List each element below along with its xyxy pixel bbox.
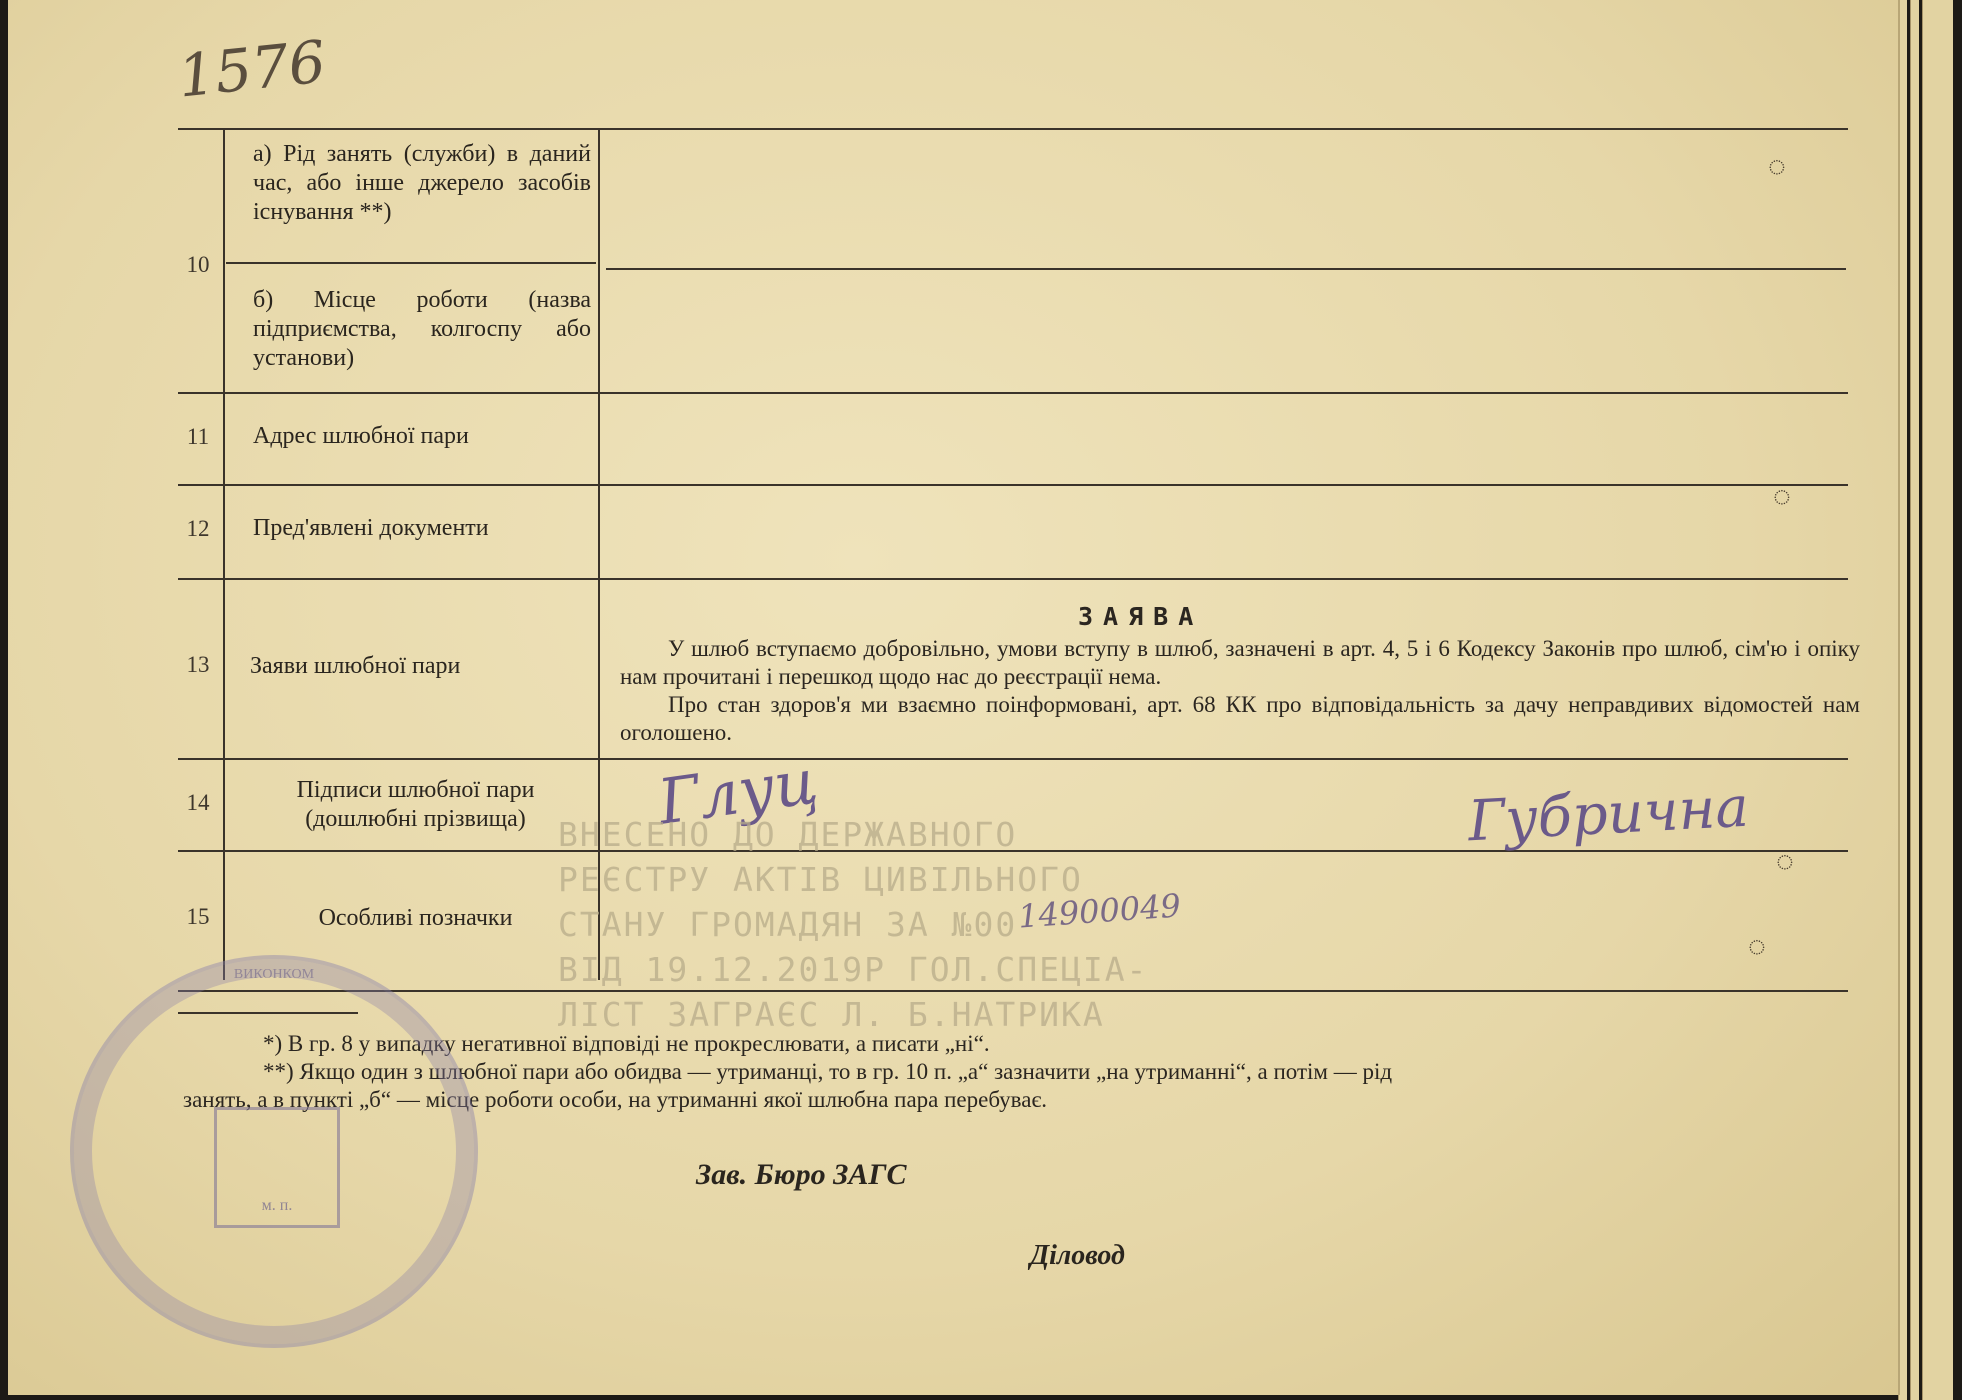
row-divider (178, 578, 1848, 580)
row-number: 15 (186, 904, 210, 929)
row-divider (606, 268, 1846, 270)
footnote: *) В гр. 8 у випадку негативної відповіді не прокреслювати, а писати „ні“. (263, 1031, 990, 1056)
document-page (8, 0, 1900, 1395)
seal-center-text: м. п. (261, 1197, 293, 1214)
binding-hole-icon: ◌ (1748, 930, 1766, 963)
row-divider (178, 392, 1848, 394)
row-label-address: Адрес шлюбної пари (253, 423, 469, 449)
registry-head-title: Зав. Бюро ЗАГС (696, 1158, 907, 1191)
row-number: 14 (186, 790, 210, 815)
registry-stamp-line: РЕЄСТРУ АКТІВ ЦИВІЛЬНОГО (558, 860, 1083, 899)
statement-paragraph: Про стан здоров'я ми взаємно поінформовані, арт. 68 КК про відповідальність за дачу неправдивих відомостей нам оголошено. (620, 692, 1860, 745)
row-number: 10 (186, 252, 210, 277)
binding-hole-icon: ◌ (1776, 845, 1794, 878)
statement-text (620, 635, 1860, 747)
row-number: 13 (186, 652, 210, 677)
row-divider (178, 758, 1848, 760)
seal-text: ВИКОНКОМ (233, 967, 315, 982)
page-edge (1910, 0, 1919, 1400)
row-label-line: Підписи шлюбної пари (296, 777, 535, 803)
statement-paragraph: У шлюб вступаємо добровільно, умови вступу в шлюб, зазначені в арт. 4, 5 і 6 Кодексу Законів про шлюб, сім'ю і опіку нам прочитані і перешкод щодо нас до реєстрації нема. (620, 636, 1860, 689)
binding-hole-icon: ◌ (1773, 480, 1791, 513)
row-label-workplace: б) Місце роботи (назва підприємства, колгоспу або установи) (253, 287, 591, 371)
row-label-line: (дошлюбні прізвища) (305, 806, 526, 832)
statement-title: ЗАЯВА (1078, 602, 1204, 631)
seal-center-box (214, 1107, 340, 1228)
clerk-title: Діловод (1030, 1240, 1125, 1271)
signature-right: Губрична (1466, 774, 1751, 855)
row-label-signatures (238, 776, 593, 834)
page-edge (1922, 0, 1953, 1400)
footnote: занять, а в пункті „б“ — місце роботи особи, на утриманні якої шлюбна пара перебуває. (183, 1087, 1048, 1112)
row-label-special-notes: Особливі позначки (318, 905, 513, 931)
registry-stamp-line: ЛІСТ ЗАГРАЄС Л. Б.НАТРИКА (558, 995, 1105, 1034)
table-top-border (178, 128, 1848, 130)
page-number: 1576 (174, 27, 329, 111)
row-divider (226, 262, 596, 264)
footnote: **) Якщо один з шлюбної пари або обидва — утриманці, то в гр. 10 п. „а“ зазначити „на утриманні“, а потім — рід (263, 1059, 1393, 1084)
row-label-documents: Пред'явлені документи (253, 515, 489, 541)
signature-left: Глуц (653, 744, 823, 839)
registry-stamp-line: ВНЕСЕНО ДО ДЕРЖАВНОГО (558, 815, 1018, 854)
row-number: 11 (186, 424, 210, 449)
registry-stamp-line: СТАНУ ГРОМАДЯН ЗА №00 (558, 905, 1018, 944)
round-seal (70, 955, 478, 1348)
registry-stamp-line: ВІД 19.12.2019Р ГОЛ.СПЕЦІА- (558, 950, 1149, 989)
row-label-statements: Заяви шлюбної пари (250, 653, 461, 679)
column-divider-num (223, 130, 225, 980)
row-label-occupation: а) Рід занять (служби) в даний час, або інше джерело засобів існування **) (253, 141, 591, 225)
row-number: 12 (186, 516, 210, 541)
row-divider (178, 484, 1848, 486)
registry-number: 14900049 (1016, 886, 1183, 936)
binding-hole-icon: ◌ (1768, 150, 1786, 183)
